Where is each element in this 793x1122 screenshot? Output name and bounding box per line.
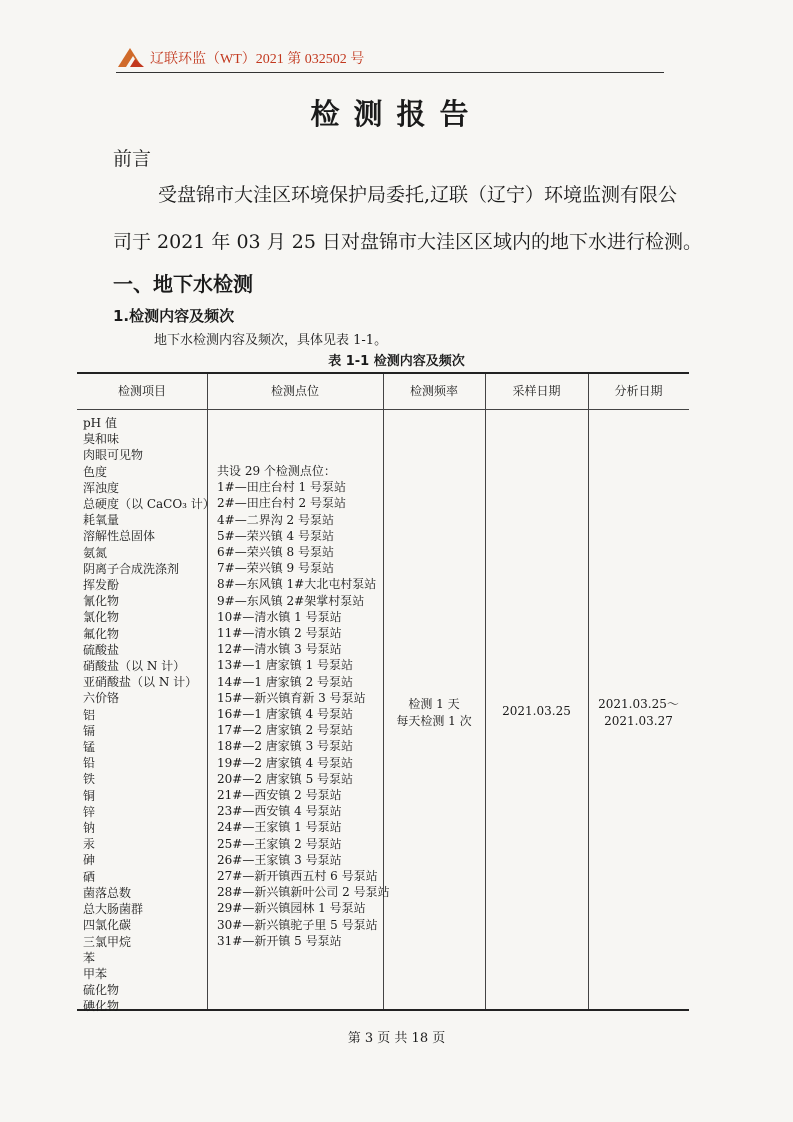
detection-point: 17#—2 唐家镇 2 号泵站 (217, 723, 354, 738)
detection-point: 18#—2 唐家镇 3 号泵站 (217, 739, 354, 754)
detection-items-list (83, 415, 215, 1015)
column-header-frequency: 检测频率 (409, 384, 458, 398)
column-header-analysis-date: 分析日期 (614, 384, 663, 398)
detection-point: 5#—荣兴镇 4 号泵站 (217, 528, 334, 543)
report-number: 辽联环监（WT）2021 第 032502 号 (150, 52, 365, 67)
detection-item: 镉 (83, 723, 96, 738)
detection-item: 溶解性总固体 (83, 529, 156, 544)
detection-points-list (217, 463, 390, 949)
detection-point: 9#—东风镇 2#架掌村泵站 (217, 593, 365, 608)
column-header-point: 检测点位 (270, 384, 319, 398)
table-caption: 表 1-1 检测内容及频次 (328, 354, 465, 369)
preface-line-2: 司于 2021 年 03 月 25 日对盘锦市大洼区区域内的地下水进行检测。 (113, 231, 702, 253)
frequency-cell (383, 696, 485, 730)
intro-text: 地下水检测内容及频次，具体见表 1-1。 (154, 333, 388, 348)
detection-item: 铁 (83, 772, 96, 787)
detection-item: 铝 (83, 707, 96, 722)
detection-item: 氨氮 (83, 545, 108, 560)
section-heading: 一、地下水检测 (113, 272, 253, 296)
detection-item: 砷 (83, 853, 96, 868)
preface-heading: 前言 (113, 148, 152, 170)
detection-item: 苯 (83, 950, 96, 965)
detection-item: 氟化物 (83, 626, 120, 641)
preface-line-1: 受盘锦市大洼区环境保护局委托,辽联（辽宁）环境监测有限公 (158, 184, 678, 206)
analysis-date-cell (588, 696, 689, 730)
detection-item: 铜 (83, 788, 96, 803)
company-logo-icon (116, 46, 146, 68)
detection-item: 硫化物 (83, 983, 120, 998)
detection-item: 六价铬 (83, 691, 120, 706)
detection-point: 19#—2 唐家镇 4 号泵站 (217, 755, 354, 770)
detection-point: 30#—新兴镇驼子里 5 号泵站 (217, 917, 378, 932)
detection-item: 亚硝酸盐（以 N 计） (83, 675, 198, 690)
detection-point: 8#—东风镇 1#大北屯村泵站 (217, 577, 377, 592)
detection-item: 阴离子合成洗涤剂 (83, 561, 180, 576)
detection-point: 27#—新开镇西五村 6 号泵站 (217, 869, 378, 884)
frequency-line: 每天检测 1 次 (396, 714, 472, 728)
detection-point: 1#—田庄台村 1 号泵站 (217, 480, 346, 495)
detection-item: 总硬度（以 CaCO₃ 计） (83, 497, 215, 512)
detection-point: 31#—新开镇 5 号泵站 (217, 933, 342, 948)
detection-item: 三氯甲烷 (83, 934, 132, 949)
detection-item: 硝酸盐（以 N 计） (83, 659, 186, 674)
detection-item: 锰 (83, 740, 96, 755)
detection-item: 碘化物 (83, 999, 120, 1014)
detection-point: 6#—荣兴镇 8 号泵站 (217, 545, 334, 560)
detection-point: 共设 29 个检测点位： (217, 464, 336, 478)
detection-point: 11#—清水镇 2 号泵站 (217, 626, 342, 641)
page-title: 检测报告 (310, 97, 483, 131)
detection-point: 26#—王家镇 3 号泵站 (217, 852, 342, 867)
column-divider (588, 374, 589, 1009)
subsection-heading: 1.检测内容及频次 (113, 307, 235, 325)
detection-item: 肉眼可见物 (83, 448, 144, 463)
detection-point: 10#—清水镇 1 号泵站 (217, 609, 342, 624)
detection-point: 23#—西安镇 4 号泵站 (217, 804, 342, 819)
detection-item: 铅 (83, 756, 96, 771)
report-header (116, 42, 664, 73)
analysis-date-line: 2021.03.25～ (598, 697, 679, 711)
detection-point: 20#—2 唐家镇 5 号泵站 (217, 771, 354, 786)
detection-item: 色度 (83, 464, 108, 479)
detection-point: 25#—王家镇 2 号泵站 (217, 836, 342, 851)
detection-item: 氯化物 (83, 610, 120, 625)
detection-point: 4#—二界沟 2 号泵站 (217, 512, 334, 527)
detection-point: 29#—新兴镇园林 1 号泵站 (217, 901, 366, 916)
detection-point: 7#—荣兴镇 9 号泵站 (217, 561, 334, 576)
detection-point: 28#—新兴镇新叶公司 2 号泵站 (217, 885, 390, 900)
detection-item: 耗氧量 (83, 513, 120, 528)
detection-item: 汞 (83, 837, 96, 852)
detection-item: 硫酸盐 (83, 642, 120, 657)
column-divider (485, 374, 486, 1009)
detection-item: pH 值 (83, 416, 117, 430)
detection-item: 锌 (83, 804, 96, 819)
detection-point: 24#—王家镇 1 号泵站 (217, 820, 342, 835)
column-header-sampling-date: 采样日期 (512, 384, 561, 398)
page-footer: 第 3 页 共 18 页 (347, 1031, 446, 1046)
column-header-item: 检测项目 (117, 384, 166, 398)
detection-item: 甲苯 (83, 966, 108, 981)
detection-item: 臭和味 (83, 432, 120, 447)
detection-point: 21#—西安镇 2 号泵站 (217, 788, 342, 803)
detection-point: 15#—新兴镇育新 3 号泵站 (217, 690, 366, 705)
detection-item: 总大肠菌群 (83, 902, 144, 917)
frequency-line: 检测 1 天 (408, 697, 460, 711)
sampling-date-cell: 2021.03.25 (502, 704, 571, 718)
detection-item: 硒 (83, 869, 96, 884)
detection-item: 挥发酚 (83, 578, 120, 593)
detection-item: 菌落总数 (83, 885, 132, 900)
detection-point: 16#—1 唐家镇 4 号泵站 (217, 707, 354, 722)
detection-item: 氰化物 (83, 594, 120, 609)
detection-item: 四氯化碳 (83, 918, 132, 933)
detection-point: 14#—1 唐家镇 2 号泵站 (217, 674, 354, 689)
detection-item: 浑浊度 (83, 480, 120, 495)
detection-table (77, 372, 689, 1014)
detection-item: 钠 (83, 821, 96, 836)
analysis-date-line: 2021.03.27 (604, 714, 673, 728)
detection-point: 12#—清水镇 3 号泵站 (217, 642, 342, 657)
detection-point: 2#—田庄台村 2 号泵站 (217, 496, 346, 511)
detection-point: 13#—1 唐家镇 1 号泵站 (217, 658, 354, 673)
